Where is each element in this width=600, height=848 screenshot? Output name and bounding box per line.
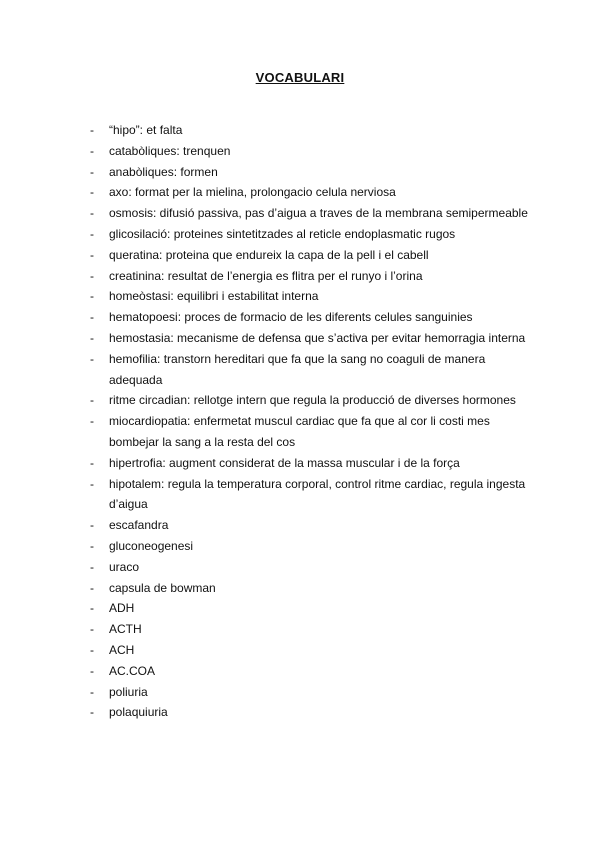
- list-dash: -: [90, 580, 94, 595]
- list-item: [90, 266, 530, 287]
- list-item: [90, 162, 530, 183]
- list-dash: -: [90, 206, 94, 221]
- list-item-text: hematopoesi: proces de formacio de les diferents celules sanguinies: [109, 310, 473, 325]
- list-item-text: AC.COA: [109, 663, 156, 678]
- list-item: [90, 182, 530, 203]
- list-item-text: uraco: [109, 559, 140, 574]
- list-item: [90, 453, 530, 474]
- list-item-text: ritme circadian: rellotge intern que regula la producció de diverses hormones: [109, 393, 516, 408]
- list-item-text: hemofilia: transtorn hereditari que fa que la sang no coaguli de manera adequada: [109, 351, 486, 387]
- vocabulary-list: [90, 120, 530, 723]
- list-item-text: hipotalem: regula la temperatura corporal, control ritme cardiac, regula ingesta d’aigua: [109, 476, 526, 512]
- list-dash: -: [90, 705, 94, 720]
- list-dash: -: [90, 476, 94, 491]
- list-item-text: miocardiopatia: enfermetat muscul cardiac que fa que al cor li costi mes bombejar la sang a la resta del cos: [109, 414, 490, 449]
- list-item-text: escafandra: [109, 518, 169, 533]
- list-item: [90, 515, 530, 536]
- list-item-text: ACH: [109, 642, 135, 657]
- list-dash: -: [90, 601, 94, 616]
- list-item: [90, 598, 530, 619]
- list-item: [90, 536, 530, 557]
- list-item-text: catabòliques: trenquen: [109, 143, 231, 158]
- list-item-text: hemostasia: mecanisme de defensa que s’activa per evitar hemorragia interna: [109, 330, 526, 345]
- list-dash: -: [90, 123, 94, 137]
- list-item-text: axo: format per la mielina, prolongacio celula nerviosa: [109, 185, 396, 200]
- list-item-text: poliuria: [109, 684, 148, 699]
- list-item: [90, 578, 530, 599]
- list-item-text: “hipo”: et falta: [109, 123, 183, 137]
- list-dash: -: [90, 143, 94, 158]
- list-item: [90, 702, 530, 723]
- list-item: [90, 120, 530, 141]
- list-item-text: capsula de bowman: [109, 580, 216, 595]
- list-dash: -: [90, 226, 94, 241]
- list-item-text: ADH: [109, 601, 135, 616]
- list-item: [90, 203, 530, 224]
- list-dash: -: [90, 663, 94, 678]
- list-item: [90, 557, 530, 578]
- list-item: [90, 390, 530, 411]
- list-dash: -: [90, 393, 94, 408]
- list-dash: -: [90, 185, 94, 200]
- list-dash: -: [90, 538, 94, 553]
- list-item: [90, 307, 530, 328]
- list-item: [90, 141, 530, 162]
- list-dash: -: [90, 622, 94, 637]
- list-dash: -: [90, 518, 94, 533]
- list-dash: -: [90, 351, 94, 366]
- list-dash: -: [90, 310, 94, 325]
- list-dash: -: [90, 684, 94, 699]
- list-item: [90, 640, 530, 661]
- list-item: [90, 245, 530, 266]
- list-item: [90, 411, 530, 453]
- page-title: VOCABULARI: [255, 70, 345, 85]
- list-item: [90, 328, 530, 349]
- list-item-text: gluconeogenesi: [109, 538, 194, 553]
- list-item-text: glicosilació: proteines sintetitzades al reticle endoplasmatic rugos: [109, 226, 456, 241]
- list-dash: -: [90, 455, 94, 470]
- list-dash: -: [90, 289, 94, 304]
- list-dash: -: [90, 268, 94, 283]
- list-item-text: creatinina: resultat de l’energia es flitra per el runyo i l’orina: [109, 268, 423, 283]
- list-dash: -: [90, 642, 94, 657]
- list-dash: -: [90, 559, 94, 574]
- list-item: [90, 286, 530, 307]
- list-item: [90, 474, 530, 516]
- list-item-text: queratina: proteina que endureix la capa de la pell i el cabell: [109, 247, 429, 262]
- list-dash: -: [90, 164, 94, 179]
- list-item-text: ACTH: [109, 622, 142, 637]
- list-item: [90, 661, 530, 682]
- list-item-text: polaquiuria: [109, 705, 168, 720]
- list-item: [90, 224, 530, 245]
- list-item-text: homeòstasi: equilibri i estabilitat interna: [109, 289, 319, 304]
- list-item: [90, 619, 530, 640]
- list-dash: -: [90, 330, 94, 345]
- list-dash: -: [90, 247, 94, 262]
- list-dash: -: [90, 414, 94, 429]
- list-item-text: osmosis: difusió passiva, pas d’aigua a traves de la membrana semipermeable: [109, 206, 528, 221]
- list-item: [90, 349, 530, 391]
- list-item-text: hipertrofia: augment considerat de la massa muscular i de la força: [109, 455, 460, 470]
- list-item: [90, 682, 530, 703]
- list-item-text: anabòliques: formen: [109, 164, 218, 179]
